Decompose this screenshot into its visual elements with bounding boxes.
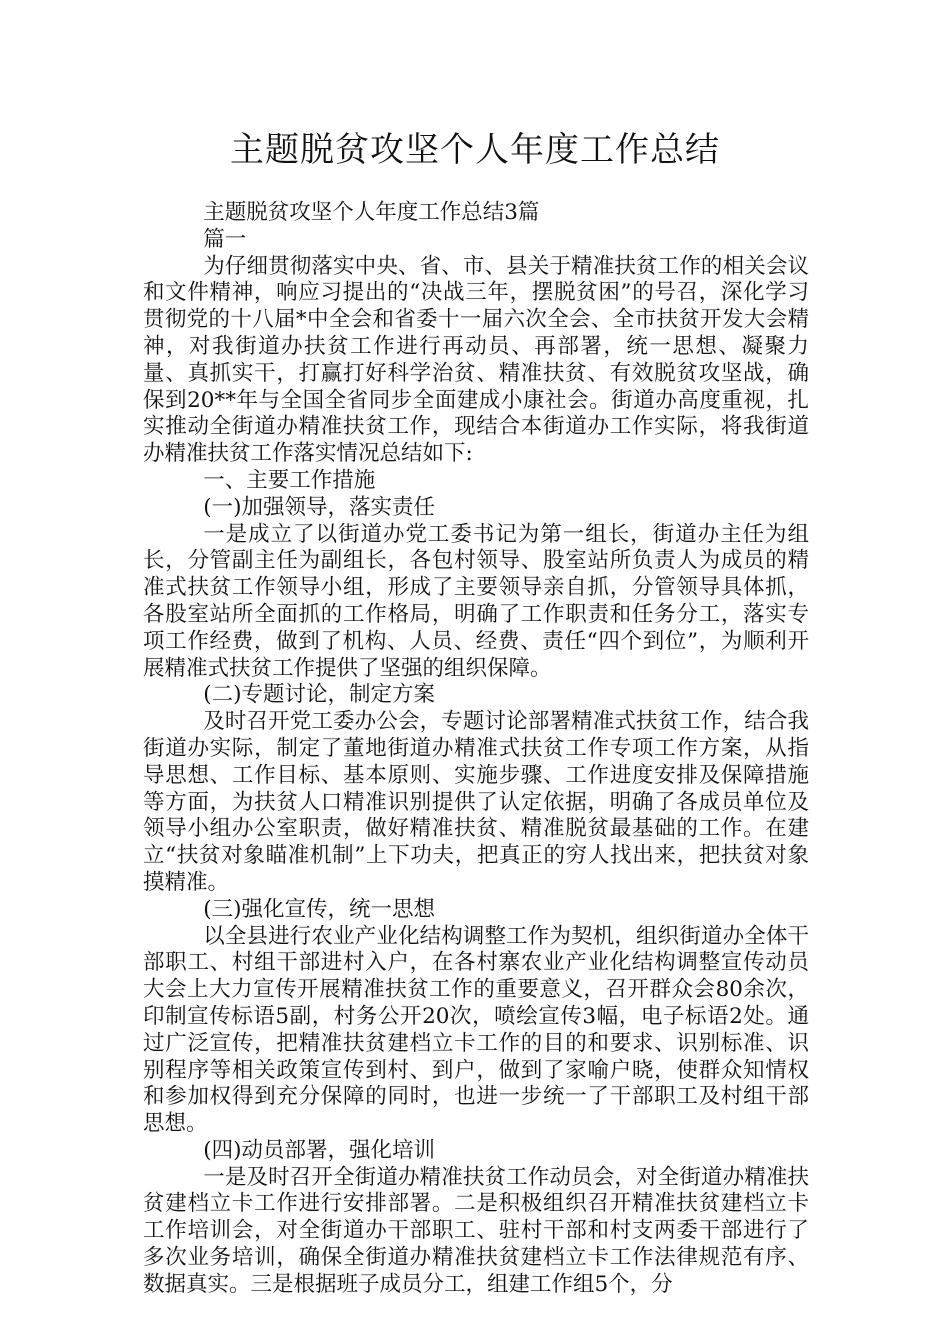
document-body xyxy=(143,200,809,1299)
body-paragraph: 以全县进行农业产业化结构调整工作为契机，组织街道办全体干部职工、村组干部进村入户，在各村寨农业产业化结构调整宣传动员大会上大力宣传开展精准扶贫工作的重要意义，召开群众会80余次，印制宣传标语5副，村务公开20次，喷绘宣传3幅，电子标语2处。通过广泛宣传，把精准扶贫建档立卡工作的目的和要求、识别标准、识别程序等相关政策宣传到村、到户，做到了家喻户晓，使群众知情权和参加权得到充分保障的同时，也进一步统一了干部职工及村组干部思想。 xyxy=(143,923,809,1137)
document-title: 主题脱贫攻坚个人年度工作总结 xyxy=(230,130,720,170)
section-heading: 一、主要工作措施 xyxy=(203,467,376,493)
subsection-heading: (四)动员部署，强化培训 xyxy=(203,1137,435,1163)
part-label: 篇一 xyxy=(203,226,247,252)
subtitle: 主题脱贫攻坚个人年度工作总结3篇 xyxy=(203,200,540,225)
subsection-heading: (一)加强领导，落实责任 xyxy=(203,494,435,520)
subsection-heading: (二)专题讨论，制定方案 xyxy=(203,682,435,708)
body-paragraph: 及时召开党工委办公会，专题讨论部署精准式扶贫工作，结合我街道办实际，制定了董地街道办精准式扶贫工作专项工作方案，从指导思想、工作目标、基本原则、实施步骤、工作进度安排及保障措施等方面，为扶贫人口精准识别提供了认定依据，明确了各成员单位及领导小组办公室职责，做好精准扶贫、精准脱贫最基础的工作。在建立“扶贫对象瞄准机制”上下功夫，把真正的穷人找出来，把扶贫对象摸精准。 xyxy=(143,709,809,895)
subsection-heading: (三)强化宣传，统一思想 xyxy=(203,896,435,922)
body-paragraph: 一是及时召开全街道办精准扶贫工作动员会，对全街道办精准扶贫建档立卡工作进行安排部署。二是积极组织召开精准扶贫建档立卡工作培训会，对全街道办干部职工、驻村干部和村支两委干部进行了多次业务培训，确保全街道办精准扶贫建档立卡工作法律规范有序、数据真实。三是根据班子成员分工，组建工作组5个，分 xyxy=(143,1164,809,1297)
body-paragraph: 为仔细贯彻落实中央、省、市、县关于精准扶贫工作的相关会议和文件精神，响应习提出的“决战三年，摆脱贫困”的号召，深化学习贯彻党的十八届*中全会和省委十一届六次全会、全市扶贫开发大会精神，对我街道办扶贫工作进行再动员、再部署，统一思想、凝聚力量、真抓实干，打赢打好科学治贫、精准扶贫、有效脱贫攻坚战，确保到20**年与全国全省同步全面建成小康社会。街道办高度重视，扎实推动全街道办精准扶贫工作，现结合本街道办工作实际，将我街道办精准扶贫工作落实情况总结如下: xyxy=(143,253,809,467)
body-paragraph: 一是成立了以街道办党工委书记为第一组长，街道办主任为组长，分管副主任为副组长，各包村领导、股室站所负责人为成员的精准式扶贫工作领导小组，形成了主要领导亲自抓，分管领导具体抓，各股室站所全面抓的工作格局，明确了工作职责和任务分工，落实专项工作经费，做到了机构、人员、经费、责任“四个到位”，为顺利开展精准式扶贫工作提供了坚强的组织保障。 xyxy=(143,521,809,681)
